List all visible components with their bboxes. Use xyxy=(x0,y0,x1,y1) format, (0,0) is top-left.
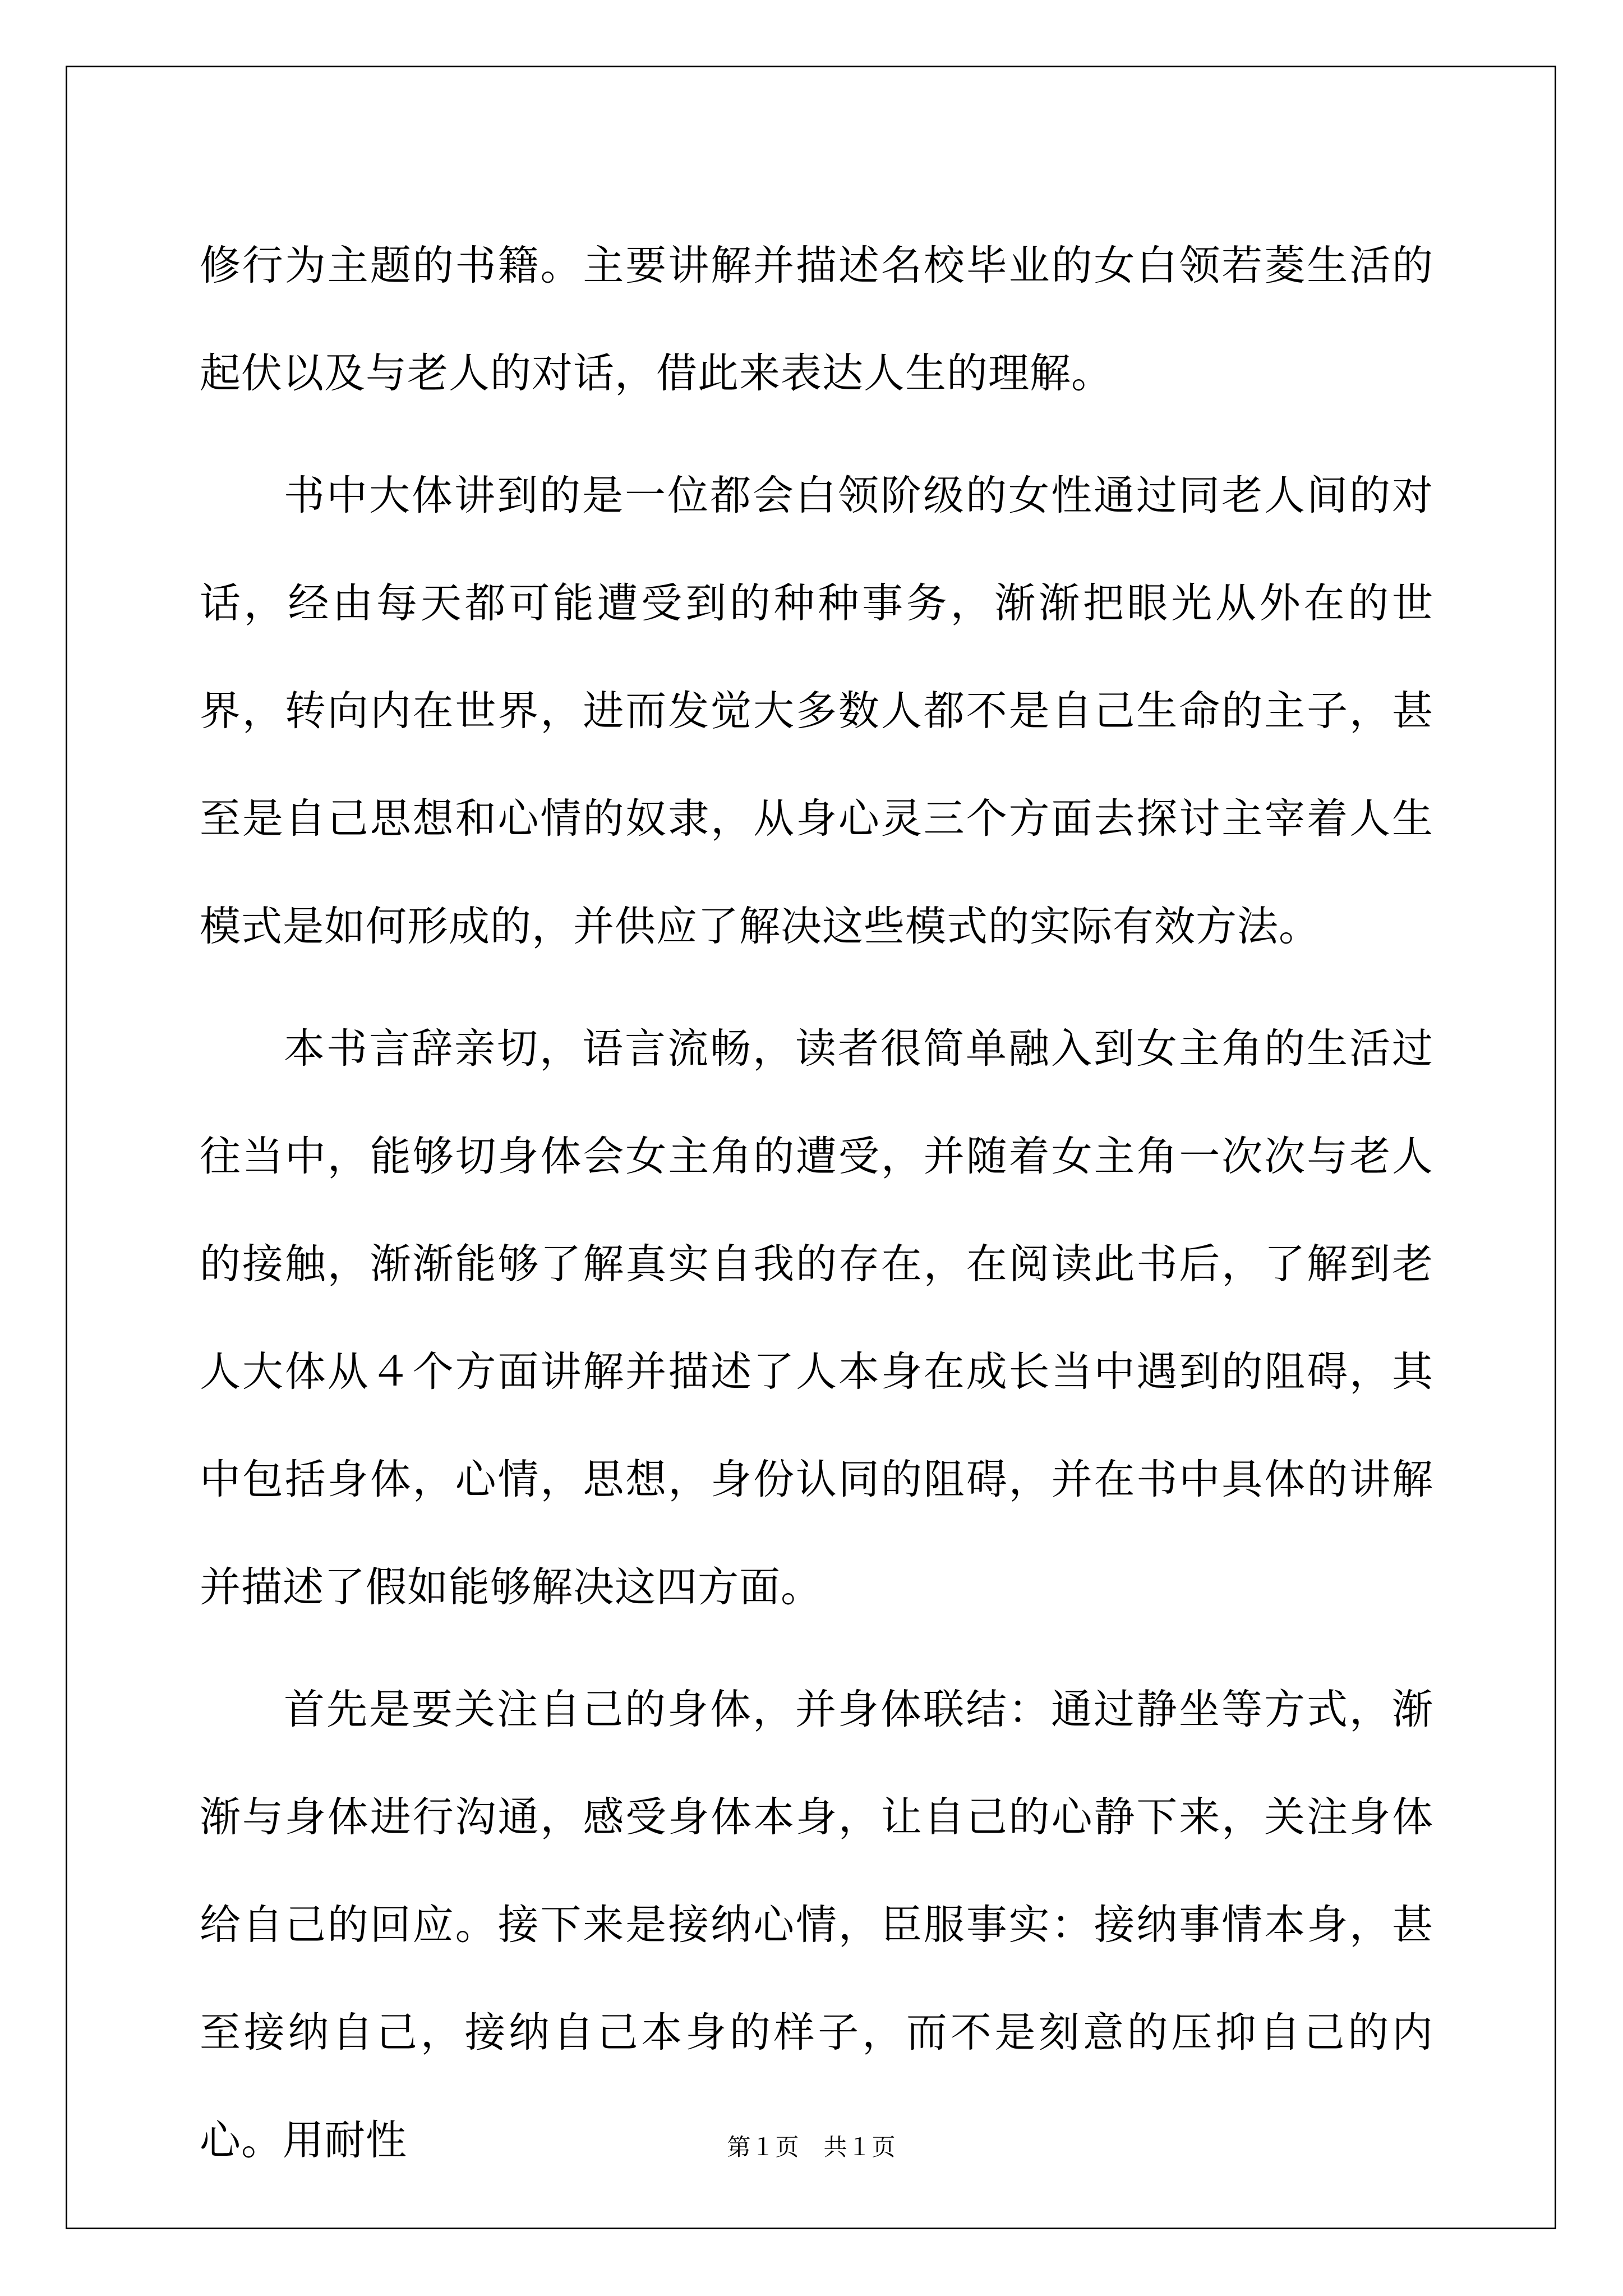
page-footer: 第１页 共１页 xyxy=(727,2133,896,2161)
paragraph-1: 修行为主题的书籍。主要讲解并描述名校毕业的女白领若菱生活的起伏以及与老人的对话，借此来表达人生的理解。 xyxy=(200,242,1433,397)
paragraph-3: 本书言辞亲切，语言流畅，读者很简单融入到女主角的生活过往当中，能够切身体会女主角的遭受，并随着女主角一次次与老人的接触，渐渐能够了解真实自我的存在，在阅读此书后，了解到老人大体从４个方面讲解并描述了人本身在成长当中遇到的阻碍，其中包括身体，心情，思想，身份认同的阻碍，并在书中具体的讲解并描述了假如能够解决这四方面。 xyxy=(200,1025,1433,1611)
document-body xyxy=(200,212,1433,2194)
paragraph-2: 书中大体讲到的是一位都会白领阶级的女性通过同老人间的对话，经由每天都可能遭受到的种种事务，渐渐把眼光从外在的世界，转向内在世界，进而发觉大多数人都不是自己生命的主子，甚至是自己思想和心情的奴隶，从身心灵三个方面去探讨主宰着人生模式是如何形成的，并供应了解决这些模式的实际有效方法。 xyxy=(200,472,1433,950)
paragraph-4: 首先是要关注自己的身体，并身体联结：通过静坐等方式，渐渐与身体进行沟通，感受身体本身，让自己的心静下来，关注身体给自己的回应。接下来是接纳心情，臣服事实：接纳事情本身，甚至接纳自己，接纳自己本身的样子，而不是刻意的压抑自己的内心。用耐性 xyxy=(200,1686,1433,2164)
